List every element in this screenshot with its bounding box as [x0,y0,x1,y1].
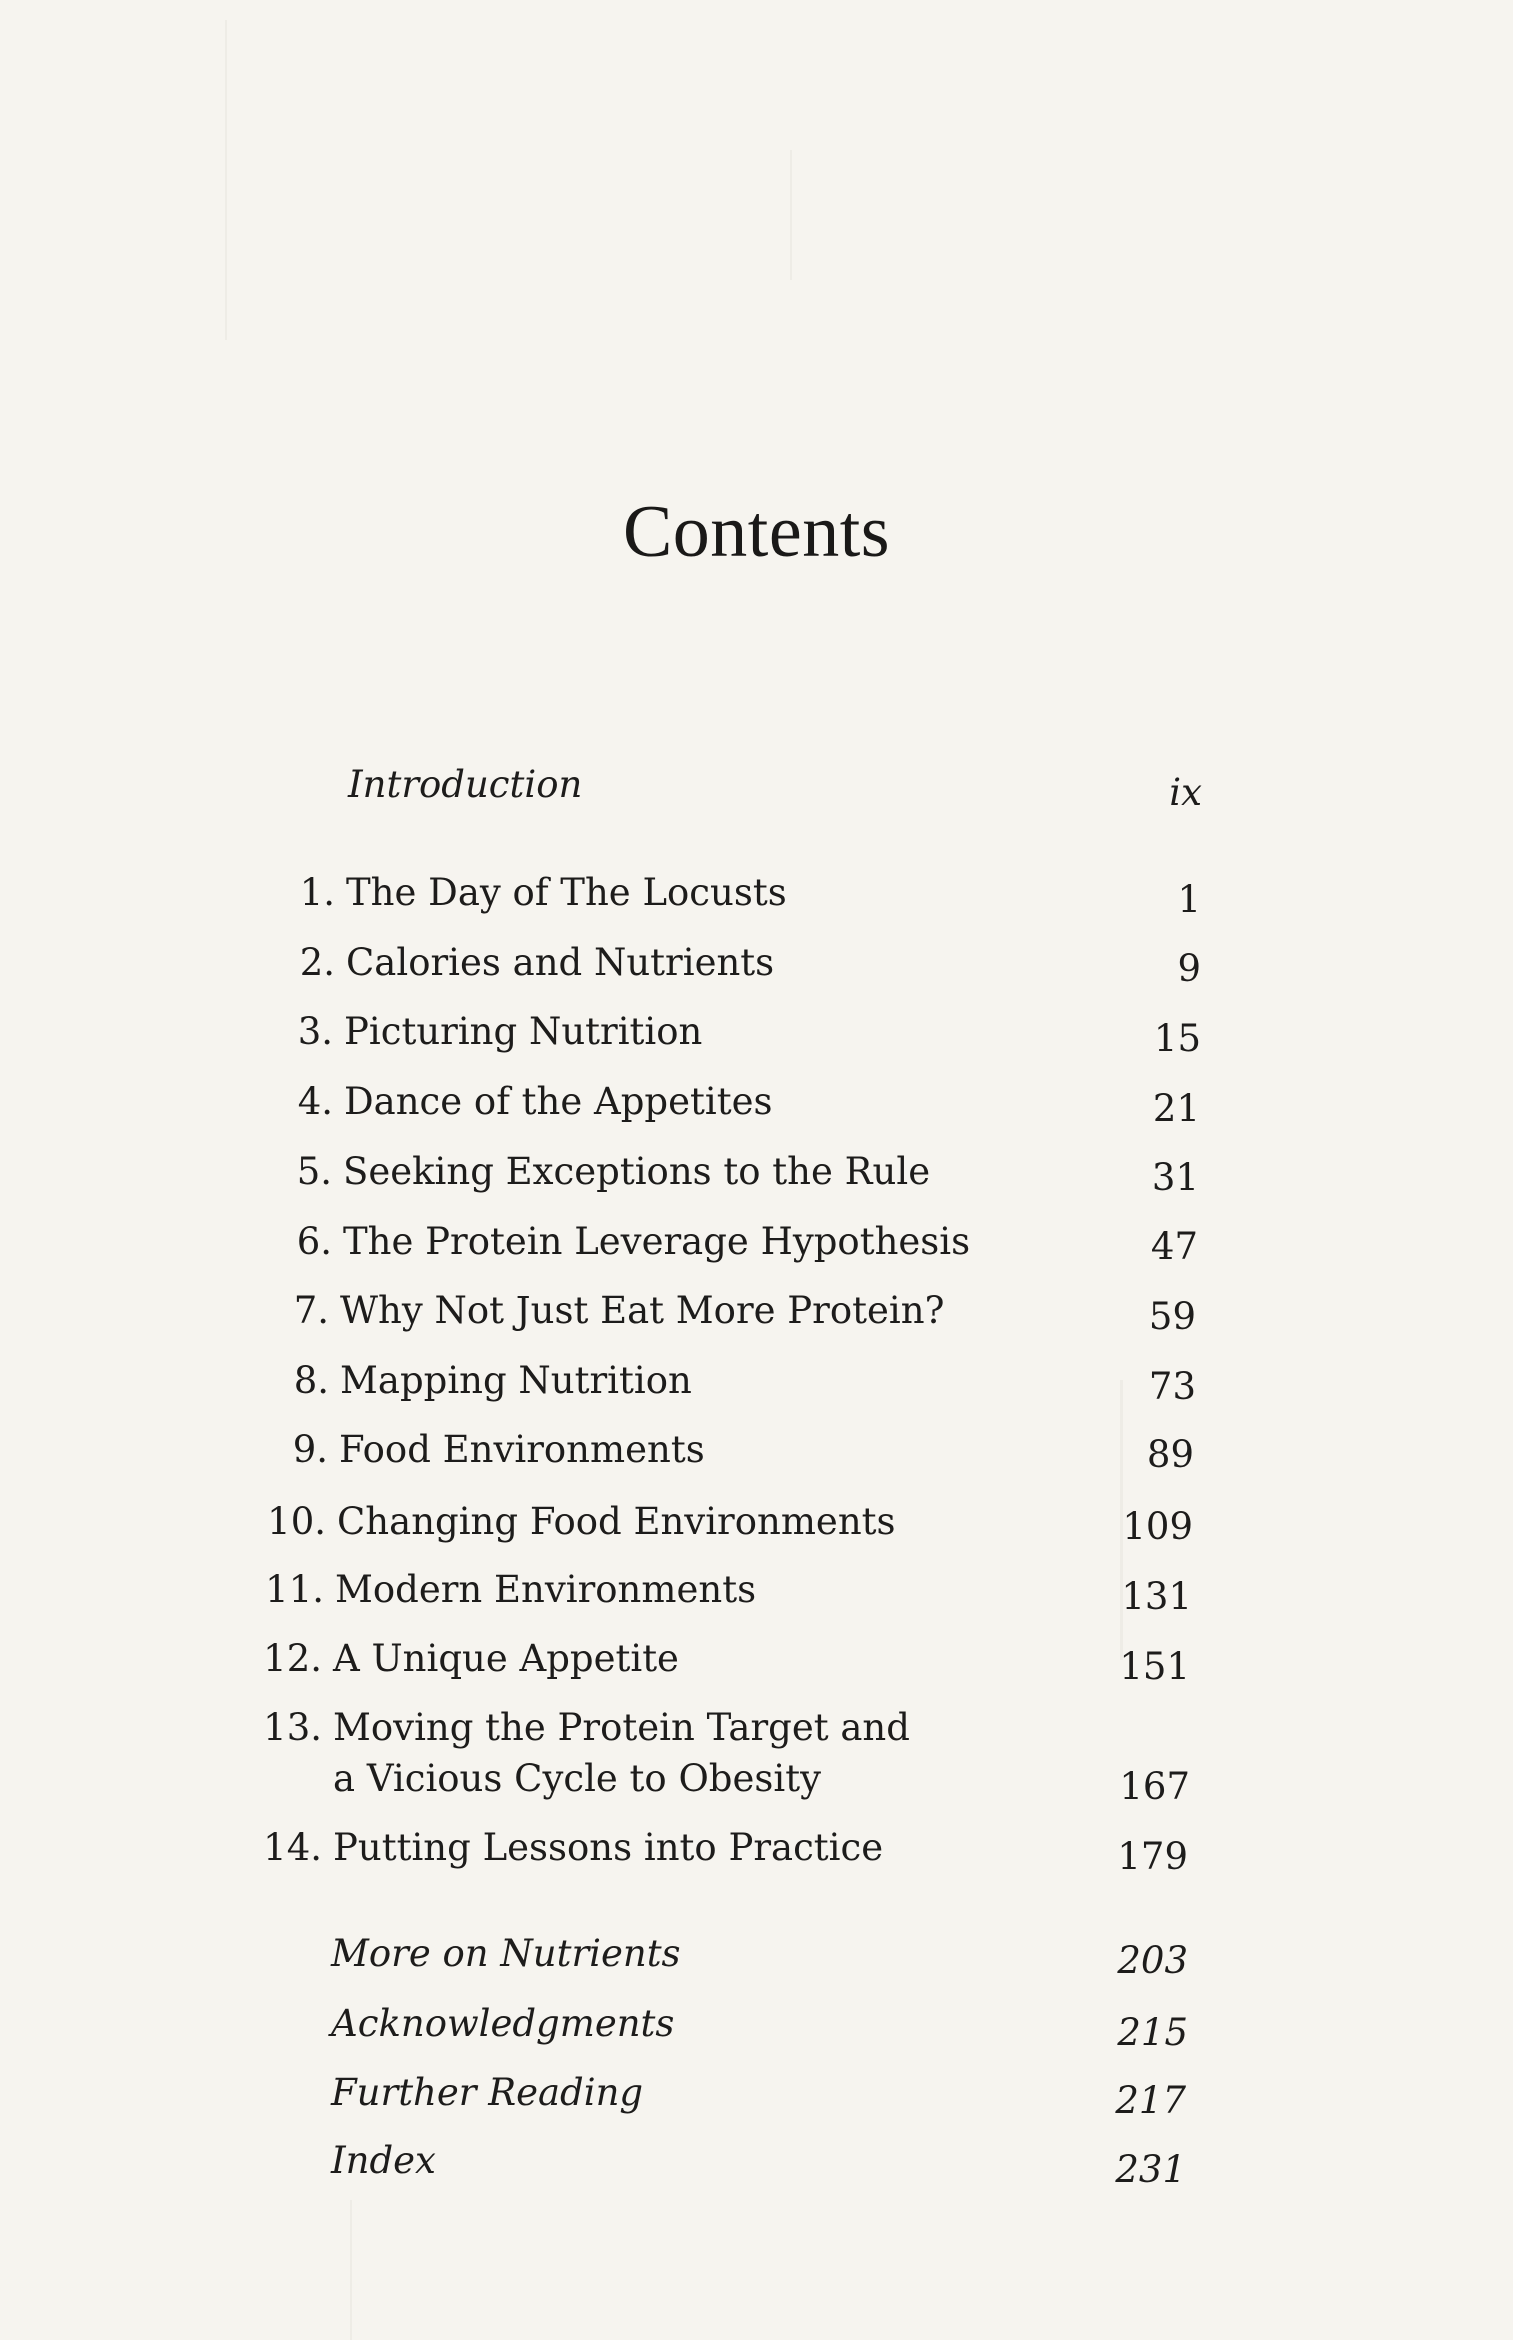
chapter-title: Seeking Exceptions to the Rule [343,1150,931,1193]
chapter-page-number: 21 [1152,1087,1200,1130]
chapter-page-number: 31 [1151,1156,1199,1199]
scan-mark [350,2200,352,2340]
chapter-page-number: 1 [1177,878,1201,921]
toc-entry-chapter[interactable] [0,1077,1513,1127]
toc-entry-chapter[interactable] [0,1565,1513,1615]
toc-entry-chapter[interactable] [0,1007,1513,1057]
chapter-number: 4. [297,1080,333,1123]
chapter-number: 10. [267,1500,326,1543]
toc-entry-chapter[interactable] [0,868,1513,918]
back-matter-label: Acknowledgments [331,2002,675,2045]
chapter-title: Changing Food Environments [337,1500,896,1543]
toc-entry-introduction[interactable] [0,760,1513,810]
chapter-page-number: 9 [1177,947,1201,990]
back-matter-page-number: 217 [1115,2079,1186,2122]
back-matter-label: Index [331,2139,436,2182]
chapter-number: 7. [293,1289,329,1332]
back-matter-page-number: 215 [1117,2011,1188,2054]
toc-entry-chapter[interactable] [0,1147,1513,1197]
chapter-title: Food Environments [339,1428,705,1471]
chapter-page-number: 167 [1119,1765,1190,1808]
chapter-number: 14. [263,1826,322,1869]
back-matter-label: Further Reading [331,2071,644,2114]
chapter-number: 9. [292,1428,328,1471]
chapter-number: 1. [299,871,335,914]
back-matter-page-number: 231 [1115,2148,1186,2191]
chapter-number: 5. [296,1150,332,1193]
front-label: Introduction [348,763,583,806]
chapter-page-number: 109 [1122,1505,1193,1548]
chapter-title: Moving the Protein Target and [333,1706,910,1749]
chapter-page-number: 73 [1148,1365,1196,1408]
chapter-title: A Unique Appetite [333,1637,679,1680]
chapter-page-number: 89 [1146,1433,1194,1476]
back-matter-page-number: 203 [1117,1939,1188,1982]
chapter-page-number: 59 [1148,1295,1196,1338]
chapter-number: 8. [293,1359,329,1402]
chapter-title: Picturing Nutrition [344,1010,703,1053]
chapter-number: 3. [297,1010,333,1053]
toc-entry-back-matter[interactable] [0,1929,1513,1979]
chapter-page-number: 179 [1117,1835,1188,1878]
chapter-page-number: 151 [1119,1645,1190,1688]
chapter-number: 6. [296,1220,332,1263]
toc-entry-chapter[interactable] [0,1703,1513,1803]
chapter-page-number: 131 [1121,1575,1192,1618]
toc-entry-chapter[interactable] [0,1497,1513,1547]
chapter-page-number: 47 [1150,1225,1198,1268]
chapter-title: The Protein Leverage Hypothesis [343,1220,971,1263]
page-title: Contents [622,491,891,573]
chapter-title: Modern Environments [335,1568,757,1611]
toc-entry-chapter[interactable] [0,1425,1513,1475]
chapter-title: Putting Lessons into Practice [333,1826,884,1869]
chapter-number: 11. [265,1568,324,1611]
chapter-title-line2: a Vicious Cycle to Obesity [333,1757,821,1800]
toc-entry-chapter[interactable] [0,1356,1513,1406]
toc-entry-back-matter[interactable] [0,2136,1513,2186]
chapter-number: 13. [263,1706,322,1749]
chapter-title: Why Not Just Eat More Protein? [340,1289,945,1332]
toc-entry-chapter[interactable] [0,938,1513,988]
chapter-title: Mapping Nutrition [340,1359,692,1402]
toc-entry-back-matter[interactable] [0,2068,1513,2118]
front-page-number: ix [1169,771,1202,814]
toc-entry-chapter[interactable] [0,1634,1513,1684]
toc-entry-chapter[interactable] [0,1286,1513,1336]
toc-entry-back-matter[interactable] [0,1999,1513,2049]
toc-entry-chapter[interactable] [0,1823,1513,1873]
chapter-title: Dance of the Appetites [344,1080,773,1123]
toc-entry-chapter[interactable] [0,1217,1513,1267]
chapter-number: 2. [299,941,335,984]
back-matter-label: More on Nutrients [331,1932,681,1975]
chapter-title: The Day of The Locusts [346,871,787,914]
chapter-title: Calories and Nutrients [346,941,775,984]
chapter-page-number: 15 [1153,1017,1201,1060]
scan-mark [790,150,792,280]
chapter-number: 12. [263,1637,322,1680]
scan-mark [225,20,227,340]
